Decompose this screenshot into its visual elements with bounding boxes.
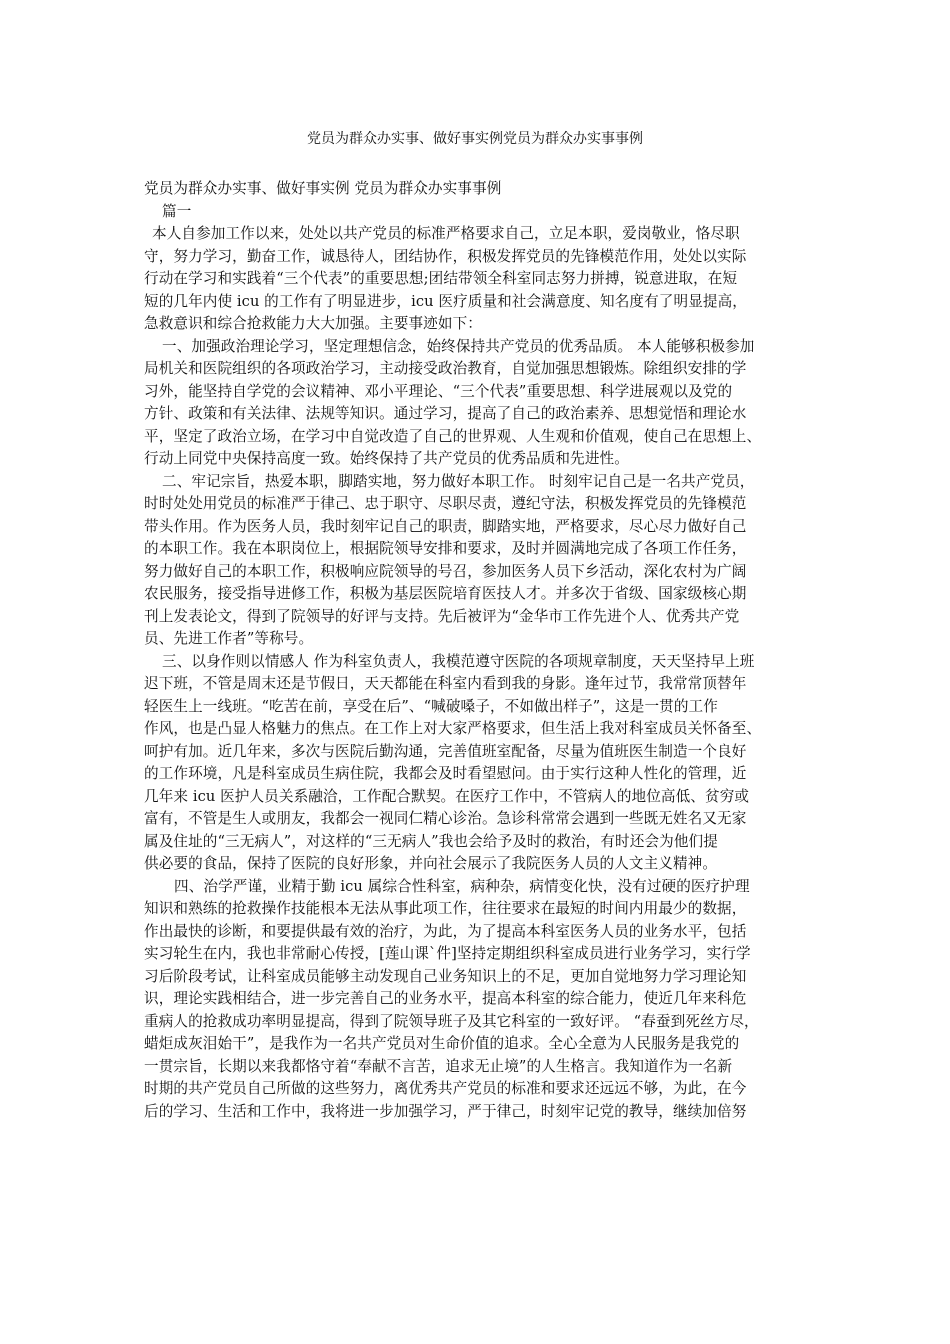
body-line: 二、牢记宗旨，热爱本职，脚踏实地，努力做好本职工作。 时刻牢记自己是一名共产党员， xyxy=(162,473,755,490)
body-line: 方针、政策和有关法律、法规等知识。通过学习，提高了自己的政治素养、思想觉悟和理论水 xyxy=(144,405,747,422)
body-line: 平，坚定了政治立场，在学习中自觉改造了自己的世界观、人生观和价值观，使自己在思想上、 xyxy=(144,428,762,445)
body-line: 知识和熟练的抢救操作技能根本无法从事此项工作，往往要求在最短的时间内用最少的数据， xyxy=(144,900,747,917)
body-line: 作风，也是凸显人格魅力的焦点。在工作上对大家严格要求，但生活上我对科室成员关怀备至、 xyxy=(144,720,762,737)
document-subtitle: 党员为群众办实事、做好事实例 党员为群众办实事事例 xyxy=(144,180,502,197)
body-line: 重病人的抢救成功率明显提高，得到了院领导班子及其它科室的一致好评。 “春蚕到死丝方尽， xyxy=(144,1013,759,1030)
body-line: 呵护有加。近几年来，多次与医院后勤沟通，完善值班室配备，尽量为值班医生制造一个良好 xyxy=(144,743,747,760)
body-line: 属及住址的“三无病人”，对这样的“三无病人”我也会给予及时的救治，有时还会为他们提 xyxy=(144,833,718,850)
body-line: 守，努力学习，勤奋工作，诚恳待人，团结协作，积极发挥党员的先锋模范作用，处处以实际 xyxy=(144,248,747,265)
body-line: 习外，能坚持自学党的会议精神、邓小平理论、“三个代表”重要思想、科学进展观以及党的 xyxy=(144,383,733,400)
body-line: 农民服务，接受指导进修工作，积极为基层医院培育医技人才。并多次于省级、国家级核心期 xyxy=(144,585,747,602)
body-line: 局机关和医院组织的各项政治学习，主动接受政治教育，自觉加强思想锻炼。除组织安排的学 xyxy=(144,360,747,377)
body-line: 轻医生上一线班。“吃苦在前，享受在后”、“喊破嗓子，不如做出样子”，这是一贯的工作 xyxy=(144,698,718,715)
body-line: 带头作用。作为医务人员，我时刻牢记自己的职责，脚踏实地，严格要求，尽心尽力做好自己 xyxy=(144,518,747,535)
body-line: 四、治学严谨，业精于勤 icu 属综合性科室，病种杂，病情变化快，没有过硬的医疗护理 xyxy=(174,878,750,895)
body-line: 习后阶段考试，让科室成员能够主动发现自己业务知识上的不足，更加自觉地努力学习理论知 xyxy=(144,968,747,985)
body-line: 蜡炬成灰泪始干”，是我作为一名共产党员对生命价值的追求。全心全意为人民服务是我党的 xyxy=(144,1035,740,1052)
body-line: 行动在学习和实践着“三个代表”的重要思想;团结带领全科室同志努力拼搏，锐意进取，在短 xyxy=(144,270,738,287)
body-line: 努力做好自己的本职工作，积极响应院领导的号召，参加医务人员下乡活动，深化农村为广阔 xyxy=(144,563,747,580)
body-line: 的本职工作。我在本职岗位上，根据院领导安排和要求，及时并圆满地完成了各项工作任务， xyxy=(144,540,747,557)
body-line: 短的几年内使 icu 的工作有了明显进步，icu 医疗质量和社会满意度、知名度有了明显提高， xyxy=(144,293,747,310)
body-line: 时时处处用党员的标准严于律己、忠于职守、尽职尽责，遵纪守法，积极发挥党员的先锋模范 xyxy=(144,495,747,512)
body-line: 时期的共产党员自己所做的这些努力，离优秀共产党员的标准和要求还远远不够，为此，在今 xyxy=(144,1080,747,1097)
body-line: 一、加强政治理论学习，坚定理想信念，始终保持共产党员的优秀品质。 本人能够积极参加 xyxy=(162,338,755,355)
body-line: 本人自参加工作以来，处处以共产党员的标准严格要求自己，立足本职，爱岗敬业，恪尽职 xyxy=(152,225,740,242)
page-title: 党员为群众办实事、做好事实例党员为群众办实事事例 xyxy=(307,131,643,147)
body-line: 几年来 icu 医护人员关系融洽，工作配合默契。在医疗工作中，不管病人的地位高低、贫穷或 xyxy=(144,788,750,805)
body-line: 迟下班，不管是周末还是节假日，天天都能在科室内看到我的身影。逢年过节，我常常顶替年 xyxy=(144,675,747,692)
body-line: 三、以身作则以情感人 作为科室负责人，我模范遵守医院的各项规章制度，天天坚持早上班 xyxy=(162,653,755,670)
body-line: 一贯宗旨，长期以来我都恪守着“奉献不言苦，追求无止境”的人生格言。我知道作为一名新 xyxy=(144,1058,733,1075)
body-line: 的工作环境，凡是科室成员生病住院，我都会及时看望慰问。由于实行这种人性化的管理，近 xyxy=(144,765,747,782)
body-line: 急救意识和综合抢救能力大大加强。主要事迹如下： xyxy=(144,315,482,332)
body-line: 供必要的食品，保持了医院的良好形象，并向社会展示了我院医务人员的人文主义精神。 xyxy=(144,855,718,872)
body-line: 实习轮生在内，我也非常耐心传授，[莲山课`件]坚持定期组织科室成员进行业务学习，实行学 xyxy=(144,945,751,962)
body-line: 后的学习、生活和工作中，我将进一步加强学习，严于律己，时刻牢记党的教导，继续加倍努 xyxy=(144,1103,747,1120)
body-line: 富有，不管是生人或朋友，我都会一视同仁精心诊治。急诊科常常会遇到一些既无姓名又无家 xyxy=(144,810,747,827)
body-line: 刊上发表论文，得到了院领导的好评与支持。先后被评为“金华市工作先进个人、优秀共产党 xyxy=(144,608,740,625)
body-line: 员、先进工作者”等称号。 xyxy=(144,630,314,647)
body-line: 识，理论实践相结合，进一步完善自己的业务水平，提高本科室的综合能力，使近几年来科危 xyxy=(144,990,747,1007)
body-line: 作出最快的诊断，和要提供最有效的治疗，为此，为了提高本科室医务人员的业务水平，包括 xyxy=(144,923,747,940)
section-label: 篇一 xyxy=(162,203,192,220)
body-line: 行动上同党中央保持高度一致。始终保持了共产党员的优秀品质和先进性。 xyxy=(144,450,629,467)
